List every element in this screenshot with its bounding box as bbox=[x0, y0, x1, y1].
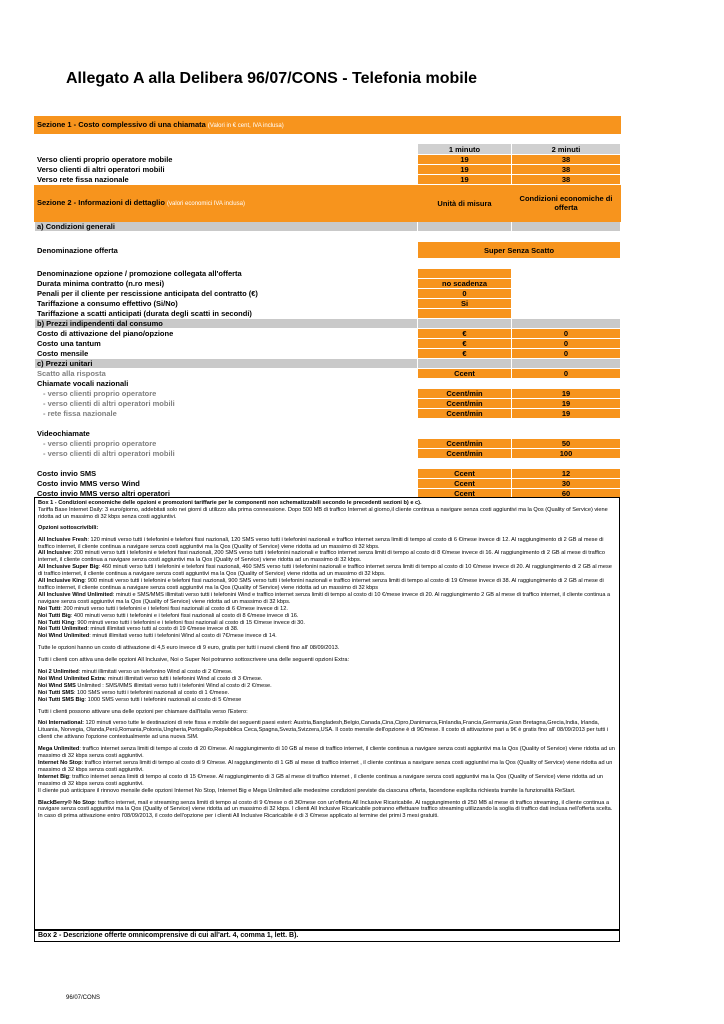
row-label: - rete fissa nazionale bbox=[35, 409, 418, 419]
row-label: - verso clienti di altri operatori mobili bbox=[35, 399, 418, 409]
col-unita-misura: Unità di misura bbox=[418, 185, 512, 222]
table-row bbox=[35, 409, 621, 419]
offer-name: Super Senza Scatto bbox=[418, 242, 621, 259]
internet-text: : traffico internet senza limiti di tempo al costo di 15 €/mese. Al raggiungimento di 3 GB al mese di traffico internet , il cliente continua a navigare senza costi aggiuntivi ma la Qos (Quality of Service) viene ridotta ad un massimo di 32 kbps senza costi aggiuntivi. bbox=[38, 773, 604, 787]
table-row bbox=[35, 349, 621, 359]
box1-conditions bbox=[34, 497, 620, 930]
option-text: : 400 minuti verso tutti i telefonini e i telefoni fissi nazionali al costo di 8 €/mese invece di 16. bbox=[70, 612, 299, 619]
option-text: : 460 minuti verso tutti i telefonini e telefoni fissi nazionali, 460 SMS verso tutti i telefonini nazionali e traffico internet senza limiti di tempo al costo di 10 €/mese invece di 20. Al raggiungimento di 2 GB al mese di traffico internet, il cliente continua a navigare senza costi aggiuntivi ma la Qos (Quality of Service) viene ridotta ad un massimo di 32 kbps. bbox=[38, 564, 612, 578]
option-name: Noi Tutti Unlimited bbox=[38, 626, 88, 633]
row-label: Costo invio SMS bbox=[35, 469, 418, 479]
row-value: 30 bbox=[512, 479, 621, 489]
row-label: - verso clienti proprio operatore bbox=[35, 389, 418, 399]
extra-text: : minuti illimitati verso tutti i telefonini Wind al costo di 3 €/mese. bbox=[104, 675, 263, 682]
row-label: Chiamate vocali nazionali bbox=[35, 379, 418, 389]
col-condizioni-economiche: Condizioni economiche di offerta bbox=[512, 185, 621, 222]
page-title: Allegato A alla Delibera 96/07/CONS - Telefonia mobile bbox=[66, 70, 478, 87]
row-unit: Ccent/min bbox=[418, 409, 512, 419]
row-value: 100 bbox=[512, 449, 621, 459]
option-name: All Inclusive Fresh bbox=[38, 536, 88, 543]
option-name: All Inclusive bbox=[38, 550, 71, 557]
section-b-header bbox=[35, 319, 621, 329]
row-value: 19 bbox=[418, 155, 512, 165]
extra-text: : 100 SMS verso tutti i telefonini nazionali al costo di 1 €/mese. bbox=[73, 689, 230, 696]
row-value: 12 bbox=[512, 469, 621, 479]
section-a-label: a) Condizioni generali bbox=[35, 222, 418, 232]
row-label: Durata minima contratto (n.ro mesi) bbox=[35, 279, 418, 289]
row-unit: Ccent bbox=[418, 469, 512, 479]
row-value: 19 bbox=[512, 409, 621, 419]
row-unit: Ccent bbox=[418, 369, 512, 379]
row-unit: € bbox=[418, 349, 512, 359]
table-row bbox=[35, 479, 621, 489]
blackberry-text: : traffico internet, mail e streaming senza limiti di tempo al costo di 9 €/mese o di 3€/mese con un'offerta All Inclusive Ricaricabile. Al raggiungimento di 250 MB al mese di traffico streaming, il cliente continua a navigare senza costi aggiuntivi ma la Qos (Quality of Service) viene ridotta ad un massimo di 32 kbps. I clienti All Inclusive Ricaricabile potranno effettuare traffico streaming utilizzando la soglia di traffico dati inclusa nell'offerta scelta. In caso di prima attivazione entro l'08/09/2013, il costo dell'opzione per i clienti All Inclusive Ricaricabile è di 3 €/mese applicato al termine dei primi 3 mesi gratuiti. bbox=[38, 799, 613, 820]
blackberry-name: BlackBerry® No Stop bbox=[38, 799, 95, 806]
row-value: 38 bbox=[512, 175, 621, 185]
row-label: - verso clienti di altri operatori mobili bbox=[35, 449, 418, 459]
row-value: 0 bbox=[512, 369, 621, 379]
extra-name: Noi Tutti SMS Big bbox=[38, 696, 85, 703]
row-value: 50 bbox=[512, 439, 621, 449]
row-label: Costo invio MMS verso Wind bbox=[35, 479, 418, 489]
international-text: 120 minuti verso tutte le destinazioni di rete fissa e mobile dei seguenti paesi esteri: Austria,Bangladesh,Belgio,Canada,Cina,Cipro,Danimarca,Finlandia,Francia,Germania,Gran Bretagna,Grecia,India, Irlanda, Lituania, Norvegia, Olanda,Perù,Romania,Polonia,Ungheria,Portogallo,Repubblica Ceca,Spagna,Svezia,Svizzera,USA. Il costo mensile dell'opzione è di 9€/mese. Il costo di attivazione pari a 9€ è gratis fino all' 08/09/2013 per tutti i clienti che attivano l'opzione contestualmente ad una nuova SIM. bbox=[38, 720, 608, 741]
row-label: Verso clienti di altri operatori mobili bbox=[35, 165, 418, 175]
opzioni-heading: Opzioni sottoscrivibili: bbox=[38, 524, 99, 531]
extra-intro: Tutti i clienti con attiva una delle opzioni All Inclusive, Noi o Super Noi potranno sottoscrivere una delle seguenti opzioni Extra: bbox=[38, 657, 350, 664]
offer-table bbox=[34, 116, 621, 499]
col-2-minuti: 2 minuti bbox=[512, 144, 621, 155]
row-value: 19 bbox=[512, 399, 621, 409]
table-row bbox=[35, 329, 621, 339]
option-text: : 120 minuti verso tutti i telefonini e telefoni fissi nazionali, 120 SMS verso tutti i telefonini nazionali e traffico internet senza limiti di tempo al costo di 6 €/mese invece di 12. Al raggiungimento di 2 GB al mese di traffico internet, il cliente continua a navigare senza costi aggiuntivi ma la Qos (Quality of Service) viene ridotta ad un massimo di 32 kbps. bbox=[38, 536, 604, 550]
extra-name: Noi Wind Unlimited Extra bbox=[38, 675, 105, 682]
table-row bbox=[35, 175, 621, 185]
row-value: 19 bbox=[512, 389, 621, 399]
option-text: : minuti e SMS/MMS illimitati verso tutti i telefonini Wind e traffico internet senza limiti di tempo al costo di 10 €/mese invece di 20. Al raggiungimento 2 GB al mese di traffico internet, il cliente continua a navigare senza costi aggiuntivi ma la Qos (Quality of Service) viene ridotta ad un massimo di 32 kbps. bbox=[38, 591, 611, 605]
table-row bbox=[35, 269, 621, 279]
row-label: Scatto alla risposta bbox=[35, 369, 418, 379]
table-row bbox=[35, 339, 621, 349]
extra-name: Noi Tutti SMS bbox=[38, 689, 74, 696]
row-unit: Ccent/min bbox=[418, 439, 512, 449]
table-row bbox=[35, 165, 621, 175]
extra-text: : 1000 SMS verso tutti i telefonini nazionali al costo di 5 €/mese bbox=[84, 696, 242, 703]
row-unit: € bbox=[418, 329, 512, 339]
internet-name: Mega Unlimited bbox=[38, 746, 80, 753]
row-unit: Ccent/min bbox=[418, 399, 512, 409]
estero-intro: Tutti i clienti possono attivare una delle opzioni per chiamare dall'Italia verso l'Estero: bbox=[38, 708, 248, 715]
option-name: All Inclusive Wind Unlimited bbox=[38, 591, 113, 598]
section-b-label: b) Prezzi indipendenti dal consumo bbox=[35, 319, 418, 329]
row-label: Denominazione opzione / promozione collegata all'offerta bbox=[35, 269, 418, 279]
section1-header bbox=[35, 117, 621, 134]
table-row bbox=[35, 289, 621, 299]
box1-heading: Box 1 - Condizioni economiche delle opzioni e promozioni tariffarie per le componenti non schematizzabili secondo le precedenti sezioni b) e c). bbox=[38, 500, 422, 506]
row-label: Penali per il cliente per rescissione anticipata del contratto (€) bbox=[35, 289, 418, 299]
row-value: no scadenza bbox=[418, 279, 512, 289]
internet-text: : traffico internet senza limiti di tempo al costo di 20 €/mese. Al raggiungimento di 10 GB al mese di traffico internet, il cliente continua a navigare senza costi aggiuntivi ma la Qos (Quality of Service) viene ridotta ad un massimo di 32 kbps senza costi aggiuntivi. bbox=[38, 746, 615, 760]
restart-text: Il cliente può anticipare il rinnovo mensile delle opzioni Internet No Stop, Internet Big e Mega Unlimited alle medesime condizioni previste da ciascuna offerta, facendone esplicita richiesta tramite la funzionalità ReStart. bbox=[38, 787, 576, 794]
row-value: 38 bbox=[512, 165, 621, 175]
row-label: Tariffazione a scatti anticipati (durata degli scatti in secondi) bbox=[35, 309, 418, 319]
section1-col-headers bbox=[35, 144, 621, 155]
row-value: 38 bbox=[512, 155, 621, 165]
extra-text: : minuti illimitati verso un telefonino Wind al costo di 2 €/mese. bbox=[78, 669, 233, 676]
table-row bbox=[35, 429, 621, 439]
extra-name: Noi 2 Unlimited bbox=[38, 669, 79, 676]
row-label: Costo una tantum bbox=[35, 339, 418, 349]
attivazione-text: Tutte le opzioni hanno un costo di attivazione di 4,5 euro invece di 9 euro, gratis per tutti i nuovi clienti fino all' 08/09/2013. bbox=[38, 645, 340, 652]
row-label: Videochiamate bbox=[35, 429, 418, 439]
row-unit: Ccent bbox=[418, 489, 512, 499]
table-row bbox=[35, 399, 621, 409]
row-unit: € bbox=[418, 339, 512, 349]
row-label: Tariffazione a consumo effettivo (Si/No) bbox=[35, 299, 418, 309]
section2-label: Sezione 2 - Informazioni di dettaglio bbox=[37, 197, 165, 207]
box2-heading: Box 2 - Descrizione offerte omnicomprensive di cui all'art. 4, comma 1, lett. B). bbox=[34, 930, 620, 942]
row-label: Denominazione offerta bbox=[35, 242, 418, 259]
col-1-minuto: 1 minuto bbox=[418, 144, 512, 155]
option-text: : 900 minuti verso tutti i telefonini e i telefoni fissi nazionali al costo di 15 €/mese invece di 30. bbox=[74, 619, 305, 626]
section1-label: Sezione 1 - Costo complessivo di una chiamata bbox=[37, 119, 206, 129]
row-value: 19 bbox=[418, 165, 512, 175]
option-text: : minuti illimitati verso tutti i telefonini Wind al costo di 7€/mese invece di 14. bbox=[89, 633, 277, 640]
row-value: 0 bbox=[418, 289, 512, 299]
row-unit: Ccent bbox=[418, 479, 512, 489]
section-c-label: c) Prezzi unitari bbox=[35, 359, 418, 369]
table-row bbox=[35, 155, 621, 165]
option-text: : 200 minuti verso tutti i telefonini e telefoni fissi nazionali, 200 SMS verso tutti i telefonini nazionali e traffico internet senza limiti di tempo al costo di 8 €/mese invece di 16. Al raggiungimento di 2 GB al mese di traffico internet, il cliente continua a navigare senza costi aggiuntivi ma la Qos (Quality of Service) viene ridotta ad un massimo di 32 kbps. bbox=[38, 550, 605, 564]
international-name: Noi International: bbox=[38, 720, 84, 727]
row-unit: Ccent/min bbox=[418, 449, 512, 459]
section1-note: (Valori in € cent, IVA inclusa) bbox=[207, 122, 284, 129]
option-name: Noi Wind Unlimited bbox=[38, 633, 90, 640]
table-row bbox=[35, 309, 621, 319]
extra-name: Noi Wind SMS bbox=[38, 682, 76, 689]
option-name: All Inclusive King bbox=[38, 578, 85, 585]
row-value: 0 bbox=[512, 349, 621, 359]
internet-name: Internet Big bbox=[38, 773, 70, 780]
box1-intro: Tariffa Base Internet Daily: 3 euro/giorno, addebitati solo nei giorni di utilizzo alla prima connessione. Dopo 500 MB di traffico Internet al giorno,il cliente continua a navigare senza costi aggiuntivi ma la Qos (Quality of Service) viene ridotta ad un massimo di 32 kbps senza costi aggiuntivi. bbox=[38, 506, 608, 520]
row-value: 19 bbox=[418, 175, 512, 185]
section2-note: (valori economici IVA inclusa) bbox=[167, 200, 245, 207]
table-row bbox=[35, 279, 621, 289]
row-label: Verso clienti proprio operatore mobile bbox=[35, 155, 418, 165]
table-row bbox=[35, 389, 621, 399]
option-name: Noi Tutti bbox=[38, 605, 61, 612]
row-label: Costo di attivazione del piano/opzione bbox=[35, 329, 418, 339]
row-value: 60 bbox=[512, 489, 621, 499]
table-row bbox=[35, 449, 621, 459]
row-label: Verso rete fissa nazionale bbox=[35, 175, 418, 185]
option-name: All Inclusive Super Big bbox=[38, 564, 99, 571]
option-name: Noi Tutti King bbox=[38, 619, 75, 626]
section2-header bbox=[35, 185, 621, 222]
table-row bbox=[35, 439, 621, 449]
internet-name: Internet No Stop bbox=[38, 760, 82, 766]
internet-text: : traffico internet senza limiti di tempo al costo di 9 €/mese. Al raggiungimento di 1 GB al mese di traffico internet , il cliente continua a navigare senza costi aggiuntivi ma la Qos (Quality of Service) viene ridotta ad un massimo di 32 kbps senza costi aggiuntivi. bbox=[38, 760, 613, 773]
table-row bbox=[35, 469, 621, 479]
row-value: 0 bbox=[512, 339, 621, 349]
table-row bbox=[35, 369, 621, 379]
section-a-header bbox=[35, 222, 621, 232]
option-text: : 900 minuti verso tutti i telefonini e telefoni fissi nazionali, 900 SMS verso tutti i telefonini nazionali e traffico internet senza limiti di tempo al costo di 19 €/mese invece di 38. Al raggiungimento di 2 GB al mese di traffico internet, il cliente continua a navigare senza costi aggiuntivi ma la Qos (Quality of Service) viene ridotta ad un massimo di 32 kbps bbox=[38, 578, 604, 591]
option-text: : minuti illimitati verso tutti al costo di 19 €/mese invece di 38. bbox=[87, 626, 239, 633]
table-row bbox=[35, 379, 621, 389]
section-c-header bbox=[35, 359, 621, 369]
row-label: Costo invio MMS verso altri operatori bbox=[35, 489, 418, 499]
table-row bbox=[35, 299, 621, 309]
row-label: - verso clienti proprio operatore bbox=[35, 439, 418, 449]
option-name: Noi Tutti Big bbox=[38, 612, 71, 619]
option-text: : 200 minuti verso tutti i telefonini e i telefoni fissi nazionali al costo di 6 €/mese invece di 12. bbox=[60, 605, 288, 612]
row-value: Si bbox=[418, 299, 512, 309]
page-footer: 96/07/CONS bbox=[66, 995, 101, 1001]
table-row bbox=[35, 242, 621, 259]
extra-text: Unlimited : SMS/MMS illimitati verso tutti i telefonini Wind al costo di 2 €/mese. bbox=[75, 682, 272, 689]
row-value: 0 bbox=[512, 329, 621, 339]
row-unit: Ccent/min bbox=[418, 389, 512, 399]
row-label: Costo mensile bbox=[35, 349, 418, 359]
